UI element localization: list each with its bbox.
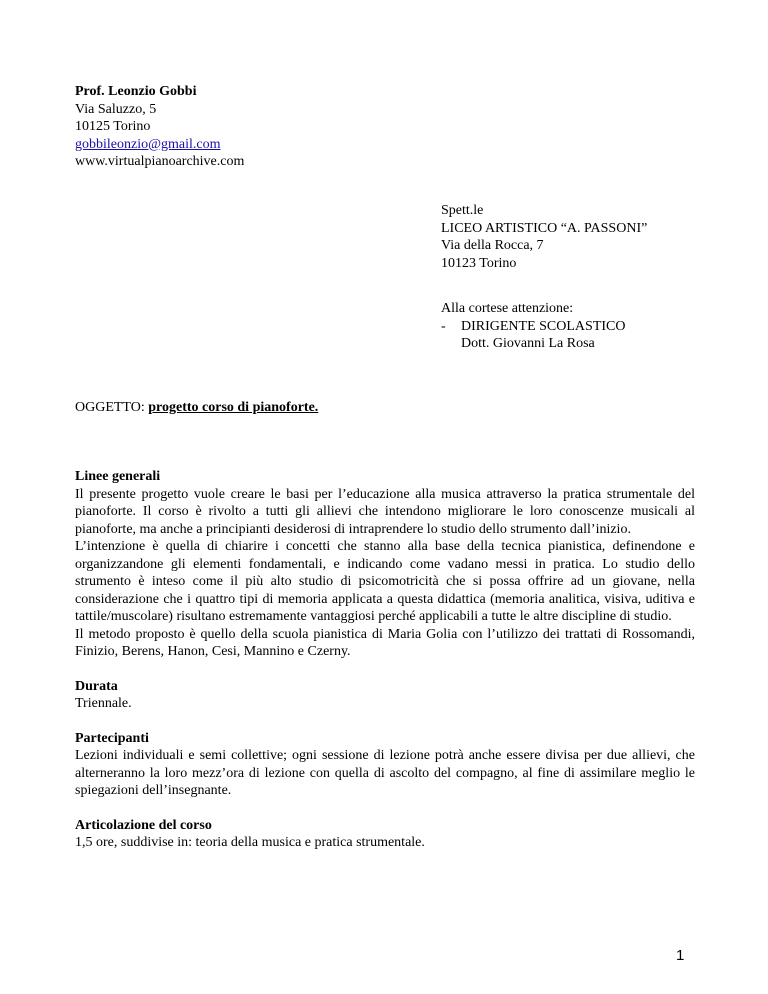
subject-line bbox=[75, 399, 318, 417]
sender-website: www.virtualpianoarchive.com bbox=[75, 154, 245, 169]
recipient-salutation: Spett.le bbox=[441, 203, 484, 218]
recipient-street: Via della Rocca, 7 bbox=[441, 238, 544, 253]
recipient-block bbox=[441, 202, 647, 272]
attention-role: DIRIGENTE SCOLASTICO bbox=[461, 318, 626, 334]
recipient-city: 10123 Torino bbox=[441, 255, 517, 271]
subject-label: OGGETTO: bbox=[75, 400, 145, 415]
sender-name: Prof. Leonzio Gobbi bbox=[75, 84, 197, 99]
section-durata bbox=[75, 678, 695, 713]
section-linee-generali bbox=[75, 468, 695, 661]
section-articolazione bbox=[75, 817, 695, 852]
section-paragraph: 1,5 ore, suddivise in: teoria della musica e pratica strumentale. bbox=[75, 835, 425, 850]
section-heading: Durata bbox=[75, 678, 118, 694]
letter-body bbox=[75, 468, 695, 869]
sender-email-link[interactable]: gobbileonzio@gmail.com bbox=[75, 136, 221, 152]
attention-dash: - bbox=[441, 318, 446, 334]
section-heading: Partecipanti bbox=[75, 730, 149, 746]
subject-text: progetto corso di pianoforte. bbox=[148, 400, 319, 415]
attention-person: Dott. Giovanni La Rosa bbox=[461, 336, 595, 351]
attention-block bbox=[441, 300, 626, 353]
section-paragraph: L’intenzione è quella di chiarire i concetti che stanno alla base della tecnica pianistica, definendone e organizzandone gli elementi fondamentali, e indicando come vadano messi in pratica. Lo studio dello strumento è inteso come il più alto studio di psicomotricità che si possa offrire ad un giovane, nella considerazione che i quattro tipi di memoria applicata a questa didattica (memoria analitica, visiva, uditiva e tattile/muscolare) risultano estremamente vantaggiosi perché applicabili a tutte le altre discipline di studio. bbox=[75, 539, 695, 624]
sender-block bbox=[75, 83, 244, 171]
section-heading: Articolazione del corso bbox=[75, 817, 212, 833]
page-number: 1 bbox=[676, 947, 685, 964]
sender-street: Via Saluzzo, 5 bbox=[75, 101, 157, 117]
section-paragraph: Triennale. bbox=[75, 696, 132, 711]
attention-label: Alla cortese attenzione: bbox=[441, 301, 574, 316]
section-paragraph: Lezioni individuali e semi collettive; ogni sessione di lezione potrà anche essere divisa per due allievi, che alterneranno la loro mezz’ora di lezione con quella di ascolto del compagno, al fine di assimilare meglio le spiegazioni dell’insegnante. bbox=[75, 748, 695, 798]
section-heading: Linee generali bbox=[75, 469, 161, 484]
sender-city: 10125 Torino bbox=[75, 119, 151, 134]
section-paragraph: Il presente progetto vuole creare le basi per l’educazione alla musica attraverso la pratica strumentale del pianoforte. Il corso è rivolto a tutti gli allievi che intendono migliorare le loro conoscenze musicali al pianoforte, ma anche a principianti desiderosi di intraprendere lo studio dello strumento dall’inizio. bbox=[75, 486, 695, 537]
section-partecipanti bbox=[75, 730, 695, 800]
section-paragraph: Il metodo proposto è quello della scuola pianistica di Maria Golia con l’utilizzo dei trattati di Rossomandi, Finizio, Berens, Hanon, Cesi, Mannino e Czerny. bbox=[75, 626, 695, 659]
recipient-institution: LICEO ARTISTICO “A. PASSONI” bbox=[441, 220, 648, 236]
